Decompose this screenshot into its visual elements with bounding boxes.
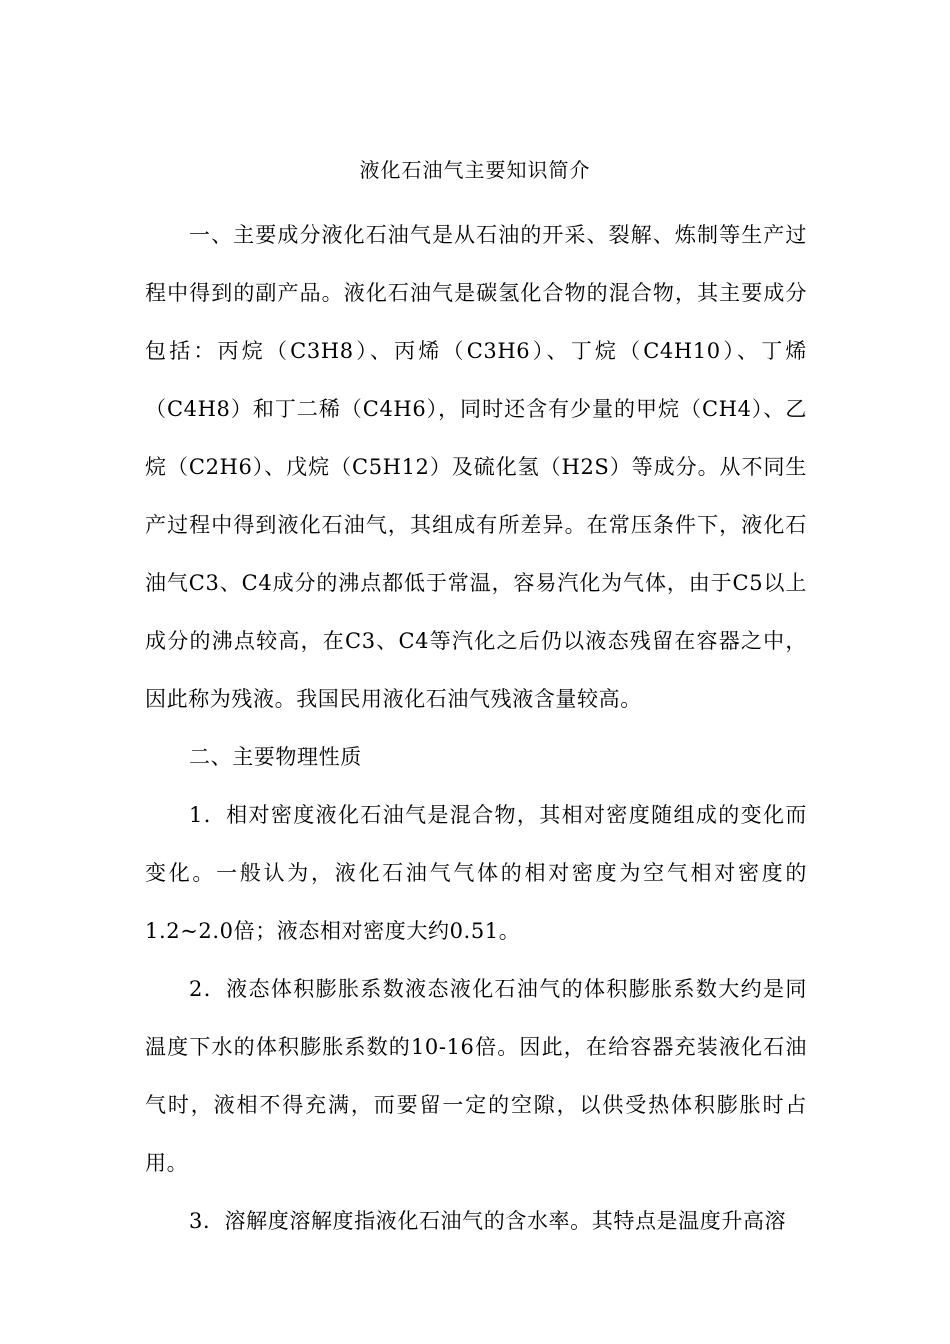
document-body xyxy=(145,206,807,1250)
paragraph-solubility: 3．溶解度溶解度指液化石油气的含水率。其特点是温度升高溶 xyxy=(189,1209,787,1233)
paragraph-volume-expansion: 2．液态体积膨胀系数液态液化石油气的体积膨胀系数大约是同温度下水的体积膨胀系数的10-16倍。因此，在给容器充装液化石油气时，液相不得充满，而要留一定的空隙，以供受热体积膨胀时占用。 xyxy=(145,977,807,1175)
paragraph-main-components: 一、主要成分液化石油气是从石油的开采、裂解、炼制等生产过程中得到的副产品。液化石油气是碳氢化合物的混合物，其主要成分包括：丙烷（C3H8）、丙烯（C3H6）、丁烷（C4H10）、丁烯（C4H8）和丁二稀（C4H6），同时还含有少量的甲烷（CH4）、乙烷（C2H6）、戊烷（C5H12）及硫化氢（H2S）等成分。从不同生产过程中得到液化石油气，其组成有所差异。在常压条件下，液化石油气C3、C4成分的沸点都低于常温，容易汽化为气体，由于C5以上成分的沸点较高，在C3、C4等汽化之后仍以液态残留在容器之中，因此称为残液。我国民用液化石油气残液含量较高。 xyxy=(145,223,807,711)
paragraph-relative-density: 1．相对密度液化石油气是混合物，其相对密度随组成的变化而变化。一般认为，液化石油气气体的相对密度为空气相对密度的1.2~2.0倍；液态相对密度大约0.51。 xyxy=(145,803,807,943)
paragraph-physical-properties-heading: 二、主要物理性质 xyxy=(189,745,362,769)
document-title: 液化石油气主要知识简介 xyxy=(359,158,591,182)
